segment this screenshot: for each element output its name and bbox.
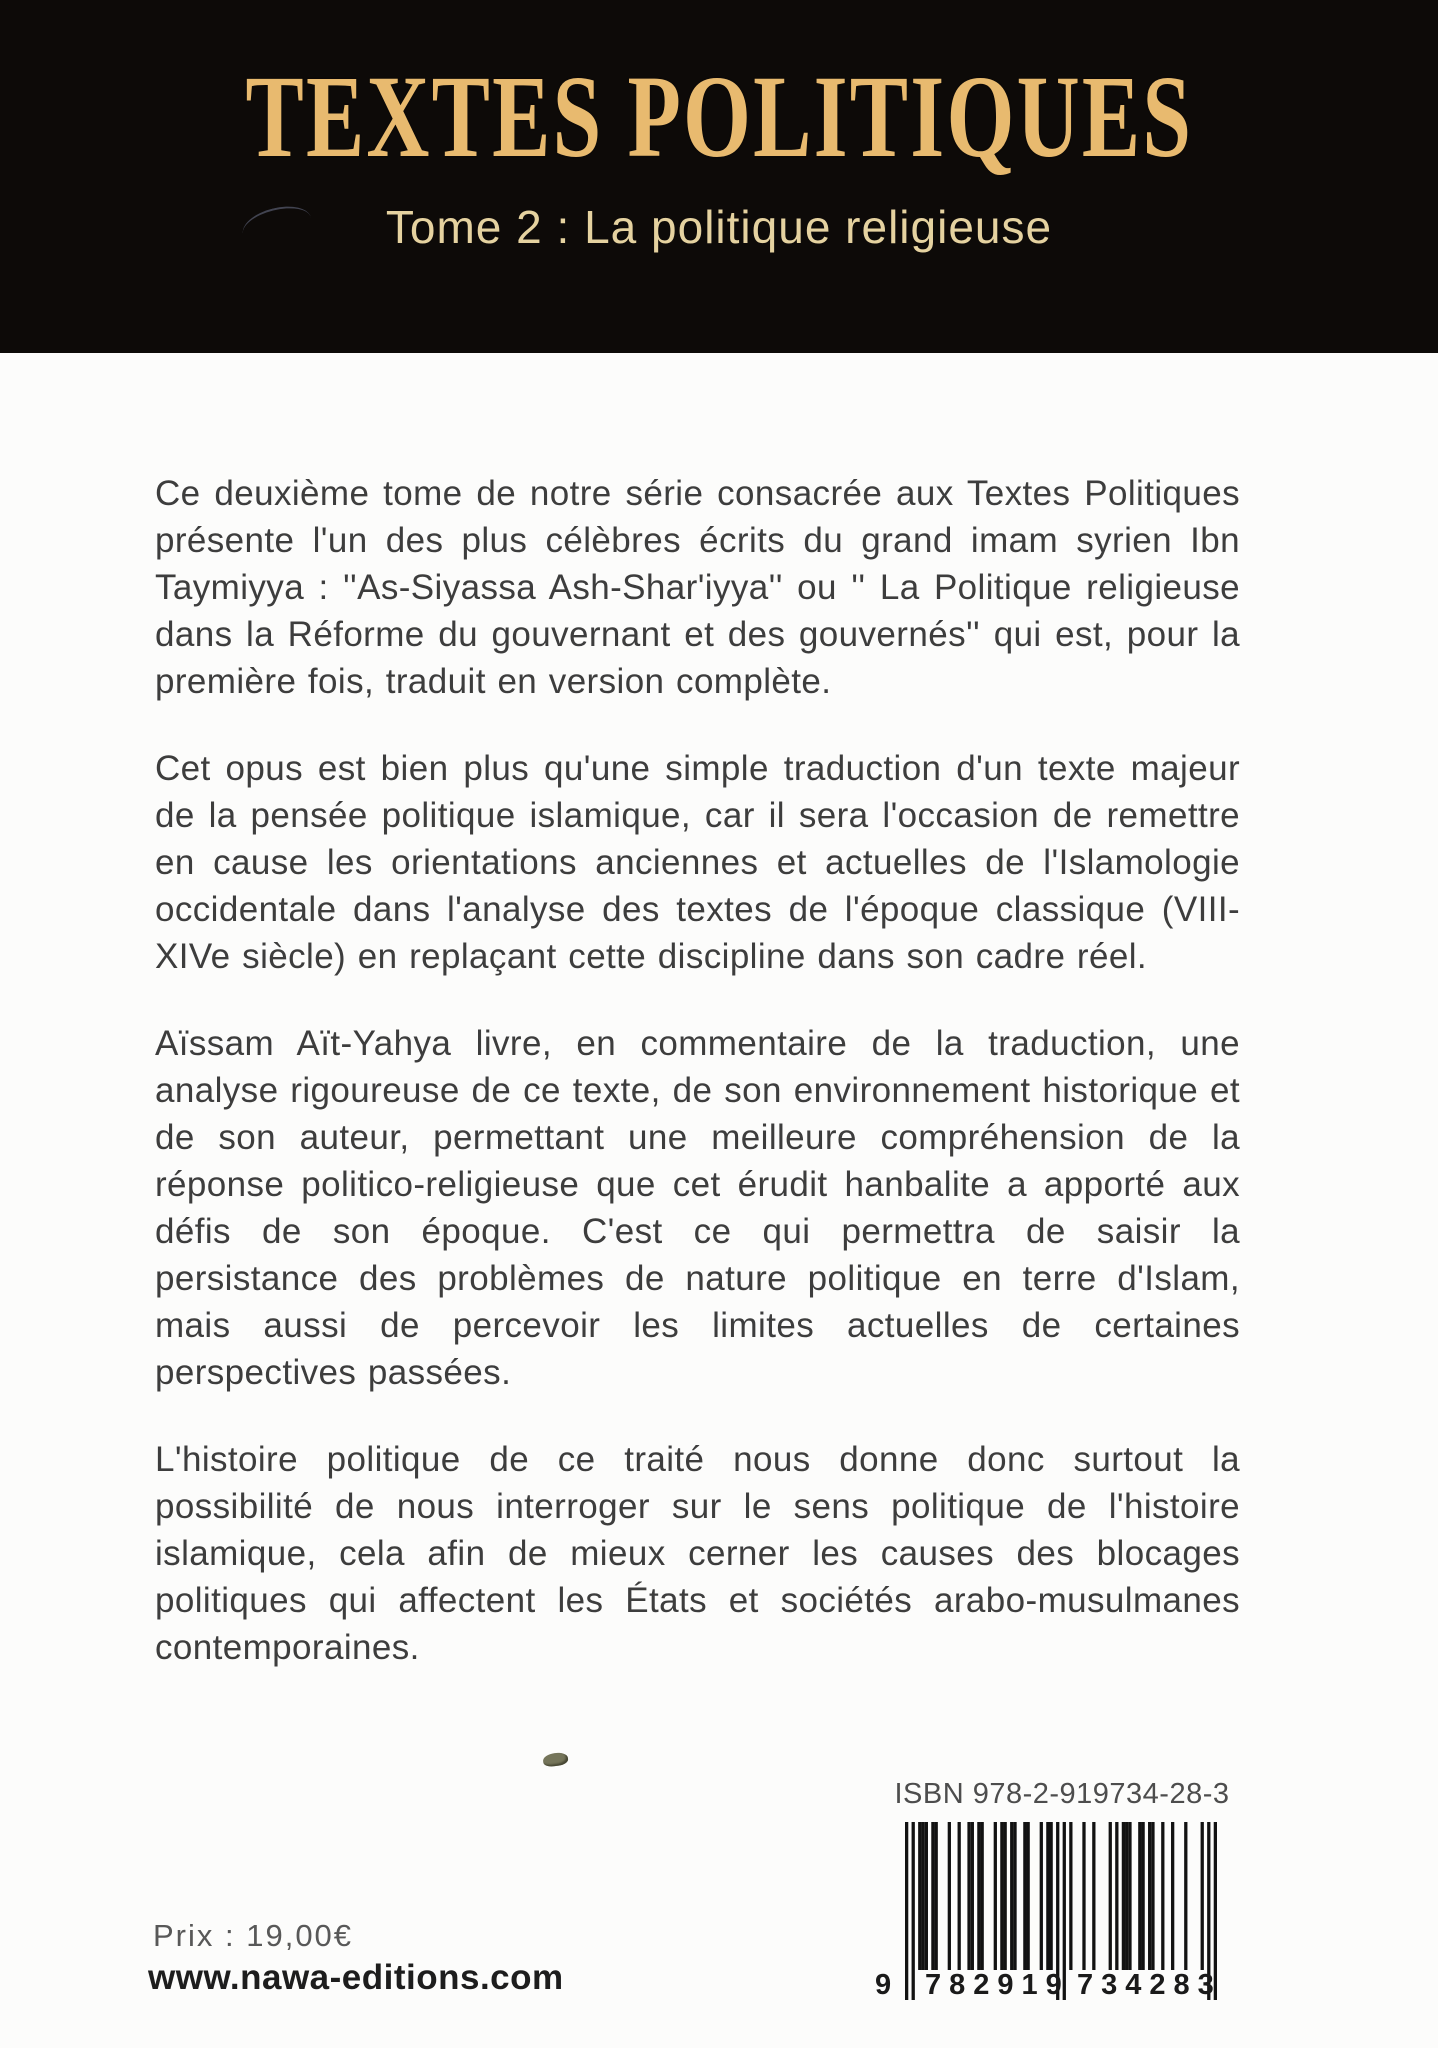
barcode: [875, 1822, 1222, 2008]
cover-header: [0, 0, 1438, 353]
description-paragraph: Cet opus est bien plus qu'une simple traduction d'un texte majeur de la pensée politique islamique, car il sera l'occasion de remettre en cause les orientations anciennes et actuelles de l'Islamologie occidentale dans l'analyse des textes de l'époque classique (VIII-XIVe siècle) en replaçant cette discipline dans son cadre réel.: [155, 749, 1240, 976]
isbn-label: ISBN 978-2-919734-28-3: [894, 1778, 1230, 1810]
description-paragraph: Ce deuxième tome de notre série consacrée aux Textes Politiques présente l'un des plus célèbres écrits du grand imam syrien Ibn Taymiyya : ''As-Siyassa Ash-Shar'iyya'' ou '' La Politique religieuse dans la Réforme du gouvernant et des gouvernés'' qui est, pour la première fois, traduit en version complète.: [155, 474, 1240, 701]
print-smudge: [542, 1751, 569, 1767]
barcode-left-group: 782919: [925, 1969, 1070, 2001]
description-paragraph: Aïssam Aït-Yahya livre, en commentaire de la traduction, une analyse rigoureuse de ce texte, de son environnement historique et de son auteur, permettant une meilleure compréhension de la réponse politico-religieuse que cet érudit hanbalite a apporté aux défis de son époque. C'est ce qui permettra de saisir la persistance des problèmes de nature politique en terre d'Islam, mais aussi de percevoir les limites actuelles de certaines perspectives passées.: [155, 1024, 1240, 1392]
barcode-digits: [875, 1968, 1222, 2002]
description-paragraph: L'histoire politique de ce traité nous donne donc surtout la possibilité de nous interroger sur le sens politique de l'histoire islamique, cela afin de mieux cerner les causes des blocages politiques qui affectent les États et sociétés arabo-musulmanes contemporaines.: [155, 1440, 1240, 1667]
book-title: TEXTES POLITIQUES: [245, 51, 1193, 182]
scan-scratch-mark: [239, 200, 316, 252]
website-url: www.nawa-editions.com: [148, 1958, 564, 1997]
barcode-right-group: 734283: [1077, 1969, 1222, 2001]
book-description: [155, 470, 1240, 1671]
barcode-first-digit: 9: [875, 1969, 892, 2001]
price-label: Prix : 19,00€: [153, 1918, 354, 1953]
book-subtitle: Tome 2 : La politique religieuse: [385, 201, 1053, 253]
